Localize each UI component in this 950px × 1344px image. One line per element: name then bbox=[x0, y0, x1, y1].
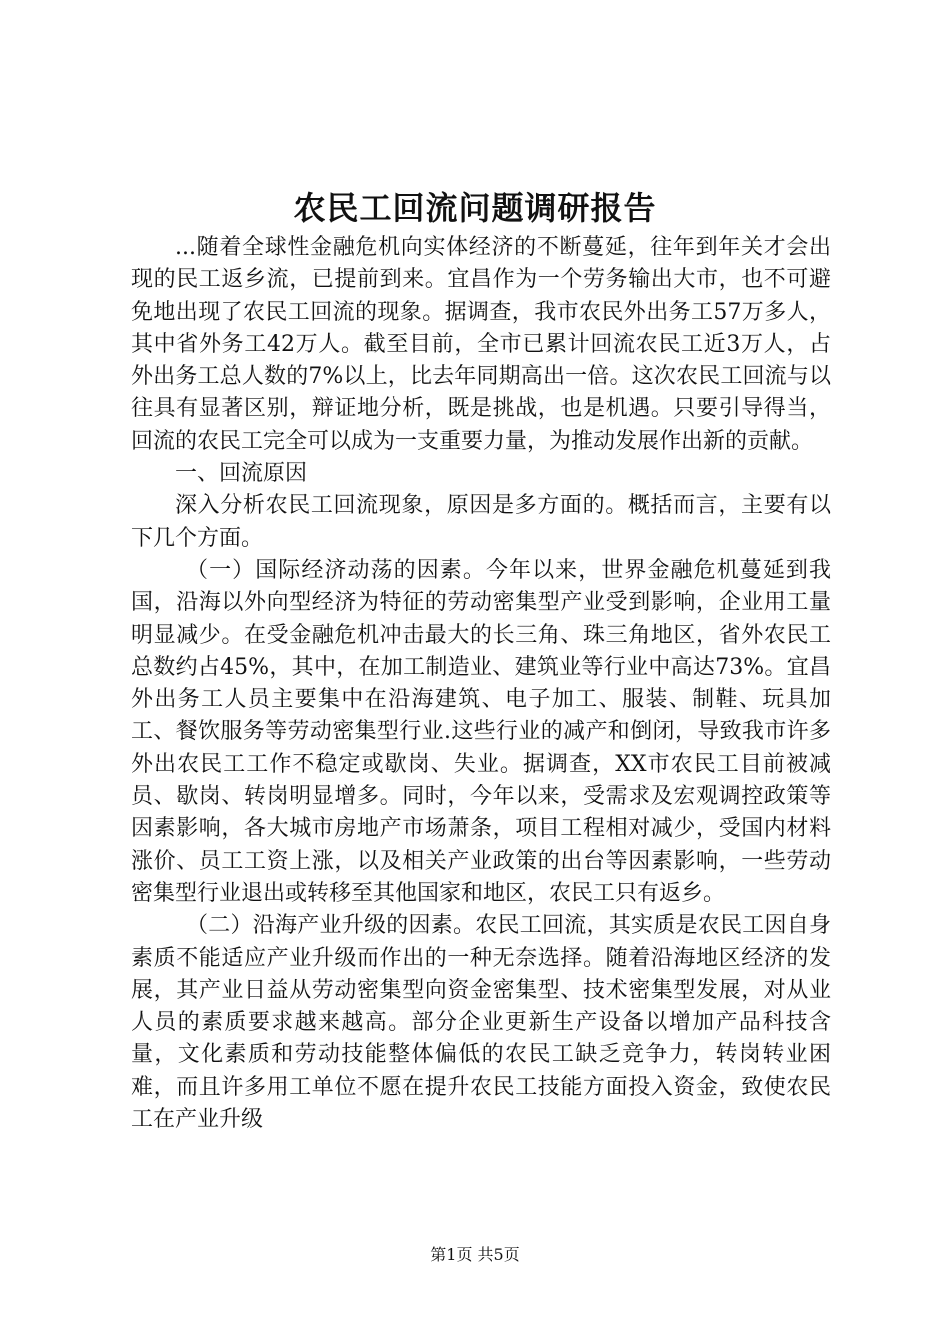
page-number-footer: 第1页 共5页 bbox=[430, 1245, 520, 1264]
reasons-overview-paragraph: 深入分析农民工回流现象，原因是多方面的。概括而言，主要有以下几个方面。 bbox=[131, 493, 831, 551]
reason-2-paragraph: （二）沿海产业升级的因素。农民工回流，其实质是农民工因自身素质不能适应产业升级而作出的一种无奈选择。随着沿海地区经济的发展，其产业日益从劳动密集型向资金密集型、技术密集型发展，对从业人员的素质要求越来越高。部分企业更新生产设备以增加产品科技含量，文化素质和劳动技能整体偏低的农民工缺乏竞争力，转岗转业困难，而且许多用工单位不愿在提升农民工技能方面投入资金，致使农民工在产业升级 bbox=[131, 913, 831, 1133]
document-body bbox=[131, 232, 831, 1136]
document-title: 农民工回流问题调研报告 bbox=[293, 189, 657, 227]
section-heading-reasons: 一、回流原因 bbox=[175, 461, 308, 487]
reason-1-paragraph: （一）国际经济动荡的因素。今年以来，世界金融危机蔓延到我国，沿海以外向型经济为特征的劳动密集型产业受到影响，企业用工量明显减少。在受金融危机冲击最大的长三角、珠三角地区，省外农民工总数约占45%，其中，在加工制造业、建筑业等行业中高达73%。宜昌外出务工人员主要集中在沿海建筑、电子加工、服装、制鞋、玩具加工、餐饮服务等劳动密集型行业.这些行业的减产和倒闭，导致我市许多外出农民工工作不稳定或歇岗、失业。据调查，XX市农民工目前被减员、歇岗、转岗明显增多。同时，今年以来，受需求及宏观调控政策等因素影响，各大城市房地产市场萧条，项目工程相对减少，受国内材料涨价、员工工资上涨，以及相关产业政策的出台等因素影响，一些劳动密集型行业退出或转移至其他国家和地区，农民工只有返乡。 bbox=[131, 557, 831, 906]
intro-paragraph: ...随着全球性金融危机向实体经济的不断蔓延，往年到年关才会出现的民工返乡流，已提前到来。宜昌作为一个劳务输出大市，也不可避免地出现了农民工回流的现象。据调查，我市农民外出务工57万多人，其中省外务工42万人。截至目前，全市已累计回流农民工近3万人，占外出务工总人数的7%以上，比去年同期高出一倍。这次农民工回流与以往具有显著区别，辩证地分析，既是挑战，也是机遇。只要引导得当，回流的农民工完全可以成为一支重要力量，为推动发展作出新的贡献。 bbox=[131, 235, 831, 454]
